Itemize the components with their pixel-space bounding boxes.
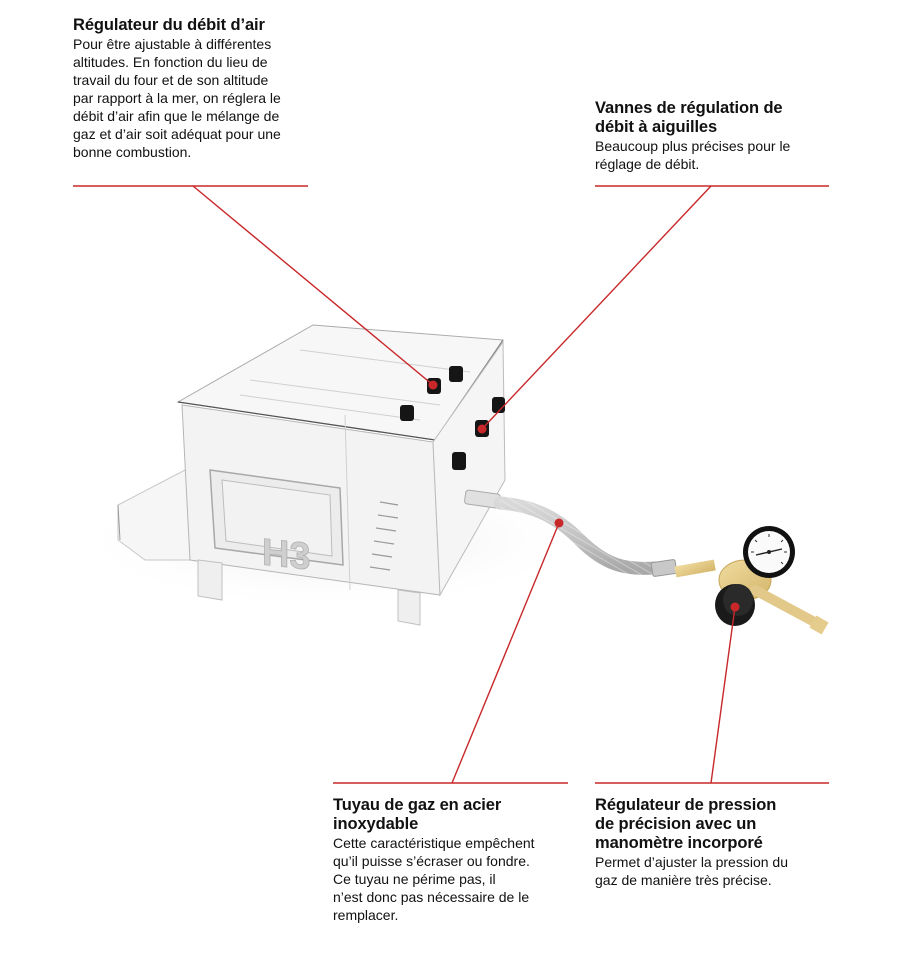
knob	[452, 452, 466, 470]
callout-title-line: Vannes de régulation de	[595, 99, 783, 117]
callout-title-line: débit à aiguilles	[595, 118, 718, 136]
knob	[400, 405, 414, 421]
callout-line: gaz de manière très précise.	[595, 872, 772, 888]
callout-title-line: manomètre incorporé	[595, 834, 763, 852]
callout-line: par rapport à la mer, on réglera le	[73, 90, 281, 106]
callout-title-line: Régulateur de pression	[595, 796, 777, 814]
callout-needle-valves	[595, 99, 835, 173]
leader-valves-d	[482, 186, 711, 429]
oven-leg-left	[198, 560, 222, 600]
callout-title-line: de précision avec un	[595, 815, 757, 833]
leader-regulator-d	[711, 607, 735, 783]
callout-title-line: inoxydable	[333, 815, 419, 833]
callout-line: travail du four et de son altitude	[73, 72, 269, 88]
callout-line: remplacer.	[333, 907, 399, 923]
callout-line: Pour être ajustable à différentes	[73, 36, 272, 52]
callout-line: n’est donc pas nécessaire de le	[333, 889, 530, 905]
marker-dot-hose	[555, 519, 564, 528]
callout-line: débit d’air afin que le mélange de	[73, 108, 280, 124]
callout-title-line: Tuyau de gaz en acier	[333, 796, 502, 814]
callout-line: qu’il puisse s’écraser ou fondre.	[333, 853, 530, 869]
callout-line: Permet d’ajuster la pression du	[595, 854, 788, 870]
callout-pressure-regulator	[595, 796, 835, 889]
marker-dot-valves	[478, 425, 487, 434]
oven-leg-right	[398, 590, 420, 625]
oven-logo: H3	[262, 531, 311, 579]
pressure-gauge	[743, 526, 795, 578]
callout-line: bonne combustion.	[73, 144, 192, 160]
knob	[449, 366, 463, 382]
callout-line: Beaucoup plus précises pour le	[595, 138, 791, 154]
callout-gas-hose	[333, 796, 573, 924]
callout-line: Cette caractéristique empêchent	[333, 835, 535, 851]
callout-air-regulator	[73, 16, 318, 161]
callout-title: Régulateur du débit d’air	[73, 16, 265, 34]
callout-line: Ce tuyau ne périme pas, il	[333, 871, 496, 887]
marker-dot-air-regulator	[429, 381, 438, 390]
hose-fitting	[651, 559, 677, 576]
marker-dot-regulator	[731, 603, 740, 612]
callout-line: gaz et d’air soit adéquat pour une	[73, 126, 281, 142]
callout-line: altitudes. En fonction du lieu de	[73, 54, 268, 70]
callout-line: réglage de débit.	[595, 156, 700, 172]
